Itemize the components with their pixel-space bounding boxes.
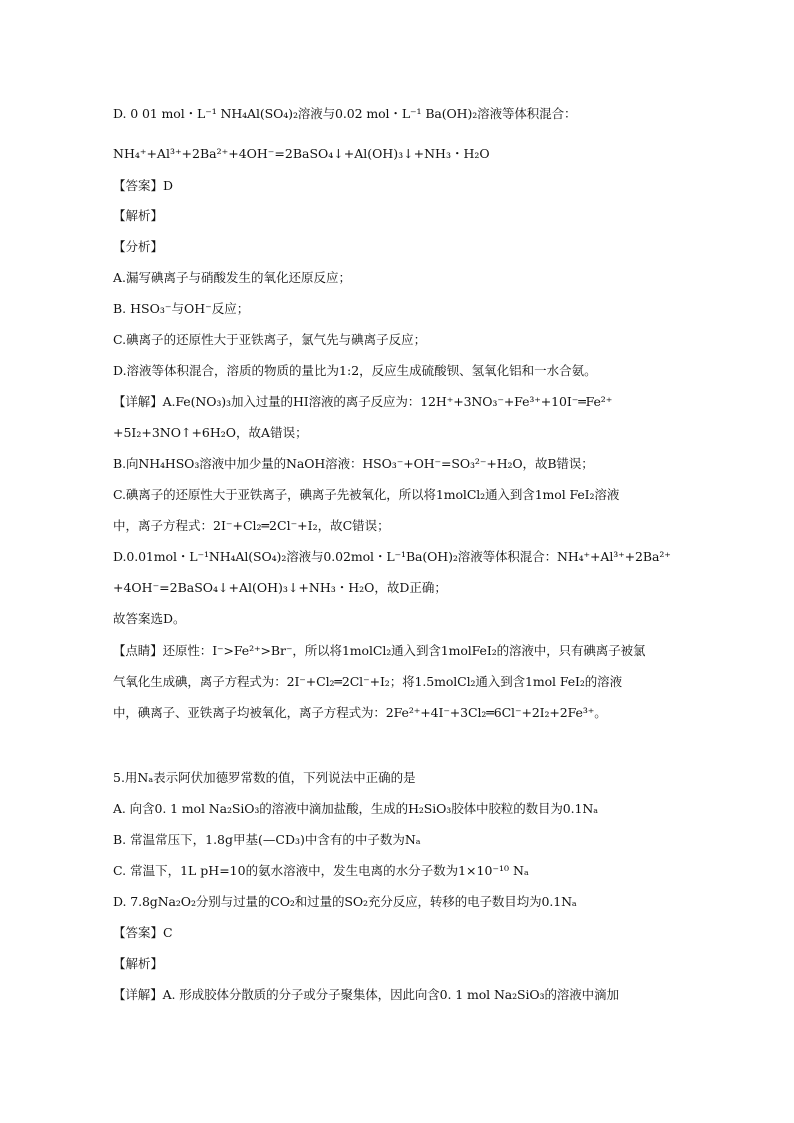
tip-line3: 中，碘离子、亚铁离子均被氧化，离子方程式为：2Fe²⁺+4I⁻+3Cl₂═6Cl⁻+2I₂+2Fe³⁺。 (113, 705, 607, 720)
q5-detail-line1: 【详解】A. 形成胶体分散质的分子或分子聚集体，因此向含0. 1 mol Na₂SiO₃的溶液中滴加 (113, 987, 619, 1002)
detail-c-line1: C.碘离子的还原性大于亚铁离子，碘离子先被氧化，所以将1molCl₂通入到含1mol FeI₂溶液 (113, 487, 620, 502)
detail-a-line1: 【详解】A.Fe(NO₃)₃加入过量的HI溶液的离子反应为：12H⁺+3NO₃⁻+Fe³⁺+10I⁻═Fe²⁺ (113, 394, 613, 409)
detail-d-line1: D.0.01mol・L⁻¹NH₄Al(SO₄)₂溶液与0.02mol・L⁻¹Ba(OH)₂溶液等体积混合：NH₄⁺+Al³⁺+2Ba²⁺ (113, 549, 671, 564)
fenxi-label: 【分析】 (113, 239, 164, 254)
conclusion: 故答案选D。 (113, 611, 186, 626)
detail-b: B.向NH₄HSO₃溶液中加少量的NaOH溶液：HSO₃⁻+OH⁻=SO₃²⁻+H₂O，故B错误； (113, 456, 594, 471)
q5-answer-label: 【答案】C (113, 925, 173, 940)
fenxi-d: D.溶液等体积混合，溶质的物质的量比为1:2，反应生成硫酸钡、氢氧化铝和一水合氨。 (113, 363, 597, 378)
answer-label: 【答案】D (113, 178, 174, 193)
fenxi-a: A.漏写碘离子与硝酸发生的氧化还原反应； (113, 270, 352, 285)
detail-d-line2: +4OH⁻=2BaSO₄↓+Al(OH)₃↓+NH₃・H₂O，故D正确； (113, 580, 447, 595)
fenxi-c: C.碘离子的还原性大于亚铁离子，氯气先与碘离子反应； (113, 332, 427, 347)
option-d-text: D. 0 01 mol・L⁻¹ NH₄Al(SO₄)₂溶液与0.02 mol・L⁻¹ Ba(OH)₂溶液等体积混合： (113, 106, 577, 121)
fenxi-b: B. HSO₃⁻与OH⁻反应； (113, 301, 250, 316)
option-d-equation: NH₄⁺+Al³⁺+2Ba²⁺+4OH⁻=2BaSO₄↓+Al(OH)₃↓+NH₃・H₂O (113, 146, 490, 161)
question-5-stem: 5.用Nₐ表示阿伏加德罗常数的值，下列说法中正确的是 (113, 770, 416, 785)
detail-c-line2: 中，离子方程式：2I⁻+Cl₂═2Cl⁻+I₂，故C错误； (113, 518, 390, 533)
analysis-label: 【解析】 (113, 208, 164, 223)
tip-line2: 气氧化生成碘，离子方程式为：2I⁻+Cl₂═2Cl⁻+I₂；将1.5molCl₂通入到含1mol FeI₂的溶液 (113, 674, 622, 689)
q5-analysis-label: 【解析】 (113, 956, 164, 971)
tip-line1: 【点睛】还原性：I⁻>Fe²⁺>Br⁻，所以将1molCl₂通入到含1molFeI₂的溶液中，只有碘离子被氯 (113, 643, 646, 658)
q5-option-a: A. 向含0. 1 mol Na₂SiO₃的溶液中滴加盐酸，生成的H₂SiO₃胶体中胶粒的数目为0.1Nₐ (113, 801, 598, 816)
q5-option-b: B. 常温常压下，1.8g甲基(—CD₃)中含有的中子数为Nₐ (113, 832, 421, 847)
detail-a-line2: +5I₂+3NO↑+6H₂O，故A错误； (113, 425, 308, 440)
q5-option-c: C. 常温下，1L pH=10的氨水溶液中，发生电离的水分子数为1×10⁻¹⁰ Nₐ (113, 863, 529, 878)
q5-option-d: D. 7.8gNa₂O₂分别与过量的CO₂和过量的SO₂充分反应，转移的电子数目均为0.1Nₐ (113, 894, 577, 909)
